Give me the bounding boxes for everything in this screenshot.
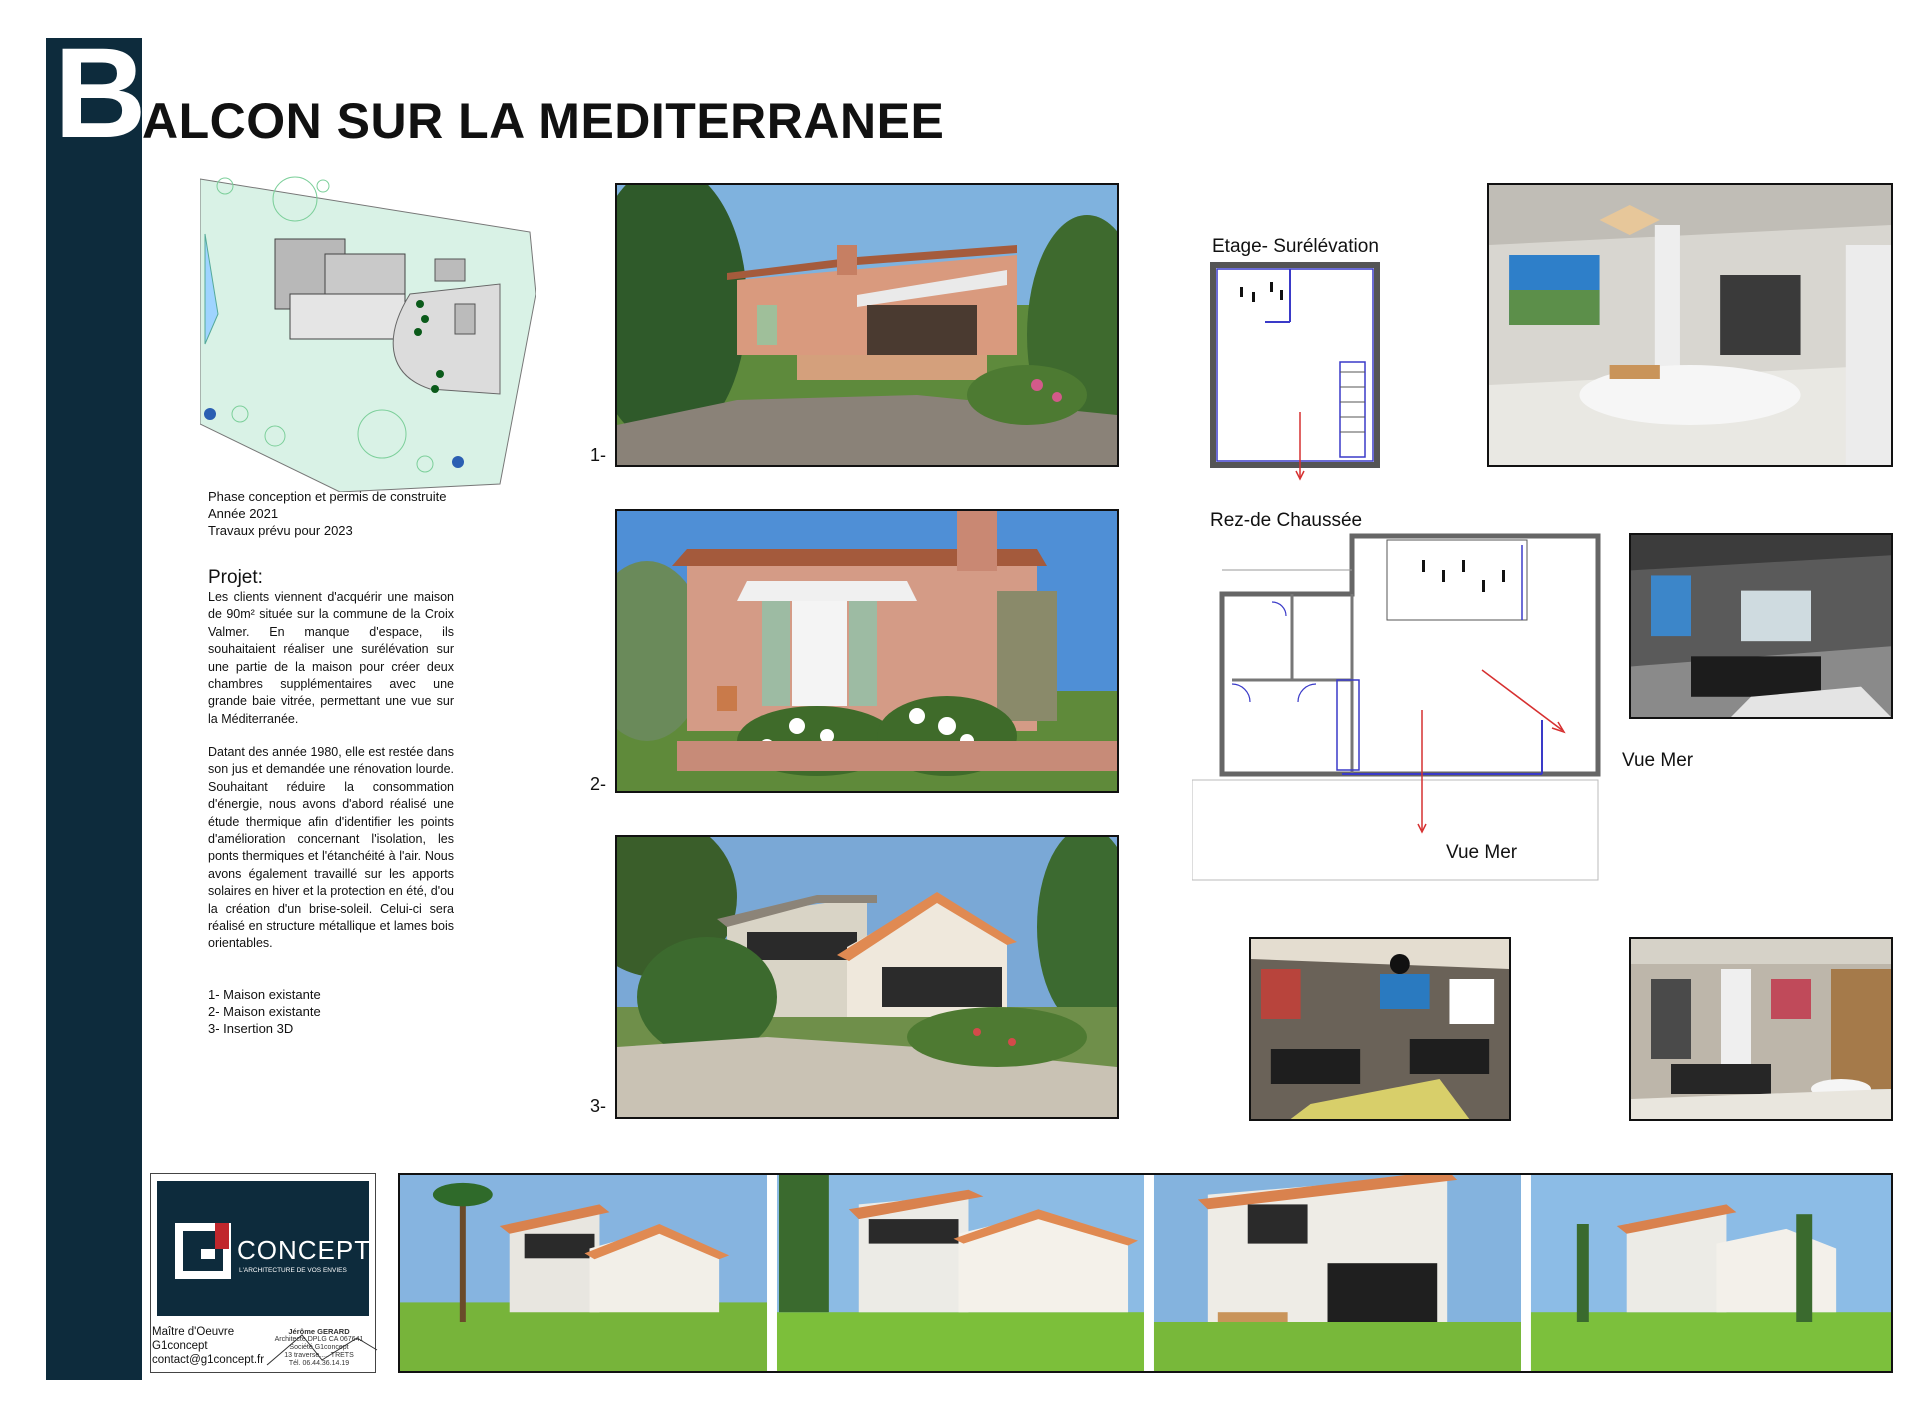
caption-item: 3- Insertion 3D: [208, 1021, 294, 1036]
logo-text: CONCEPT: [237, 1235, 372, 1265]
company-logo: [157, 1181, 372, 1316]
photo-3d-insertion: [615, 835, 1119, 1119]
render-interior-living-2: [1249, 937, 1511, 1121]
architect-role: Maître d'Oeuvre: [152, 1326, 235, 1338]
render-exterior-strip: [398, 1173, 1893, 1373]
info-line: Année 2021: [208, 506, 279, 521]
architect-email: contact@g1concept.fr: [152, 1354, 265, 1366]
photo-existing-house-1: [615, 183, 1119, 467]
signature-line: 13 traverse..... TRETS: [284, 1352, 354, 1359]
info-line: Phase conception et permis de construite: [208, 489, 447, 504]
project-paragraph-1: Les clients viennent d'acquérir une maison de 90m² située sur la commune de la Croix Valmer. En manque d'espace, ils souhaitaient réaliser une surélévation sur une partie de la maison pour créer deux chambres supplémentaires avec une grande baie vitrée, permettant une vue sur la Méditerranée.: [208, 590, 454, 726]
caption-item: 2- Maison existante: [208, 1004, 321, 1019]
photo-captions: [208, 986, 321, 1037]
project-heading: Projet:: [208, 567, 263, 588]
vue-mer-label: Vue Mer: [1446, 842, 1518, 863]
project-paragraph-2: Datant des année 1980, elle est restée dans son jus et demandée une rénovation lourde. Souhaitant réduire la consommation d'énergie, nous avons d'abord réalisé une étude thermique afin d'identifier les points d'amélioration concernant l'isolation, les ponts thermiques et l'étanchéité à l'air. Nous avons également travaillé sur les apports solaires en hiver et la protection en été, d'ou la création d'un brise-soleil. Celui-ci sera réalisé en structure métallique et lames bois orientables.: [208, 745, 454, 951]
upper-floor-plan: [1210, 262, 1380, 484]
title-initial: B: [54, 22, 147, 165]
photo-number: 1-: [590, 445, 607, 465]
signature-line: Société G1concept: [289, 1344, 349, 1351]
logo-tagline: L'ARCHITECTURE DE VOS ENVIES: [239, 1267, 347, 1274]
architect-contact: [152, 1325, 264, 1367]
vue-mer-label: Vue Mer: [1622, 750, 1694, 771]
architect-company: G1concept: [152, 1340, 208, 1352]
page-title: ALCON SUR LA MEDITERRANEE: [142, 93, 945, 149]
caption-item: 1- Maison existante: [208, 987, 321, 1002]
info-line: Travaux prévu pour 2023: [208, 523, 353, 538]
photo-number: 2-: [590, 774, 607, 794]
signature-name: Jérôme GERARD: [288, 1327, 350, 1336]
ground-floor-label: Rez-de Chaussée: [1210, 510, 1363, 531]
signature-line: Architecte DPLG CA 067641: [274, 1336, 364, 1343]
render-interior-dining: [1487, 183, 1893, 467]
ground-floor-plan: [1192, 530, 1602, 890]
render-interior-kitchen: [1629, 937, 1893, 1121]
sidebar-band: [46, 38, 142, 1380]
photo-existing-house-2: [615, 509, 1119, 793]
signature-scribble: [262, 1327, 382, 1370]
upper-floor-label: Etage- Surélévation: [1212, 236, 1379, 257]
signature-line: Tél. 06.44.36.14.19: [288, 1360, 350, 1367]
photo-number: 3-: [590, 1096, 607, 1116]
render-interior-living-1: [1629, 533, 1893, 719]
project-info-lines: [208, 488, 468, 539]
site-plan: [200, 174, 536, 492]
